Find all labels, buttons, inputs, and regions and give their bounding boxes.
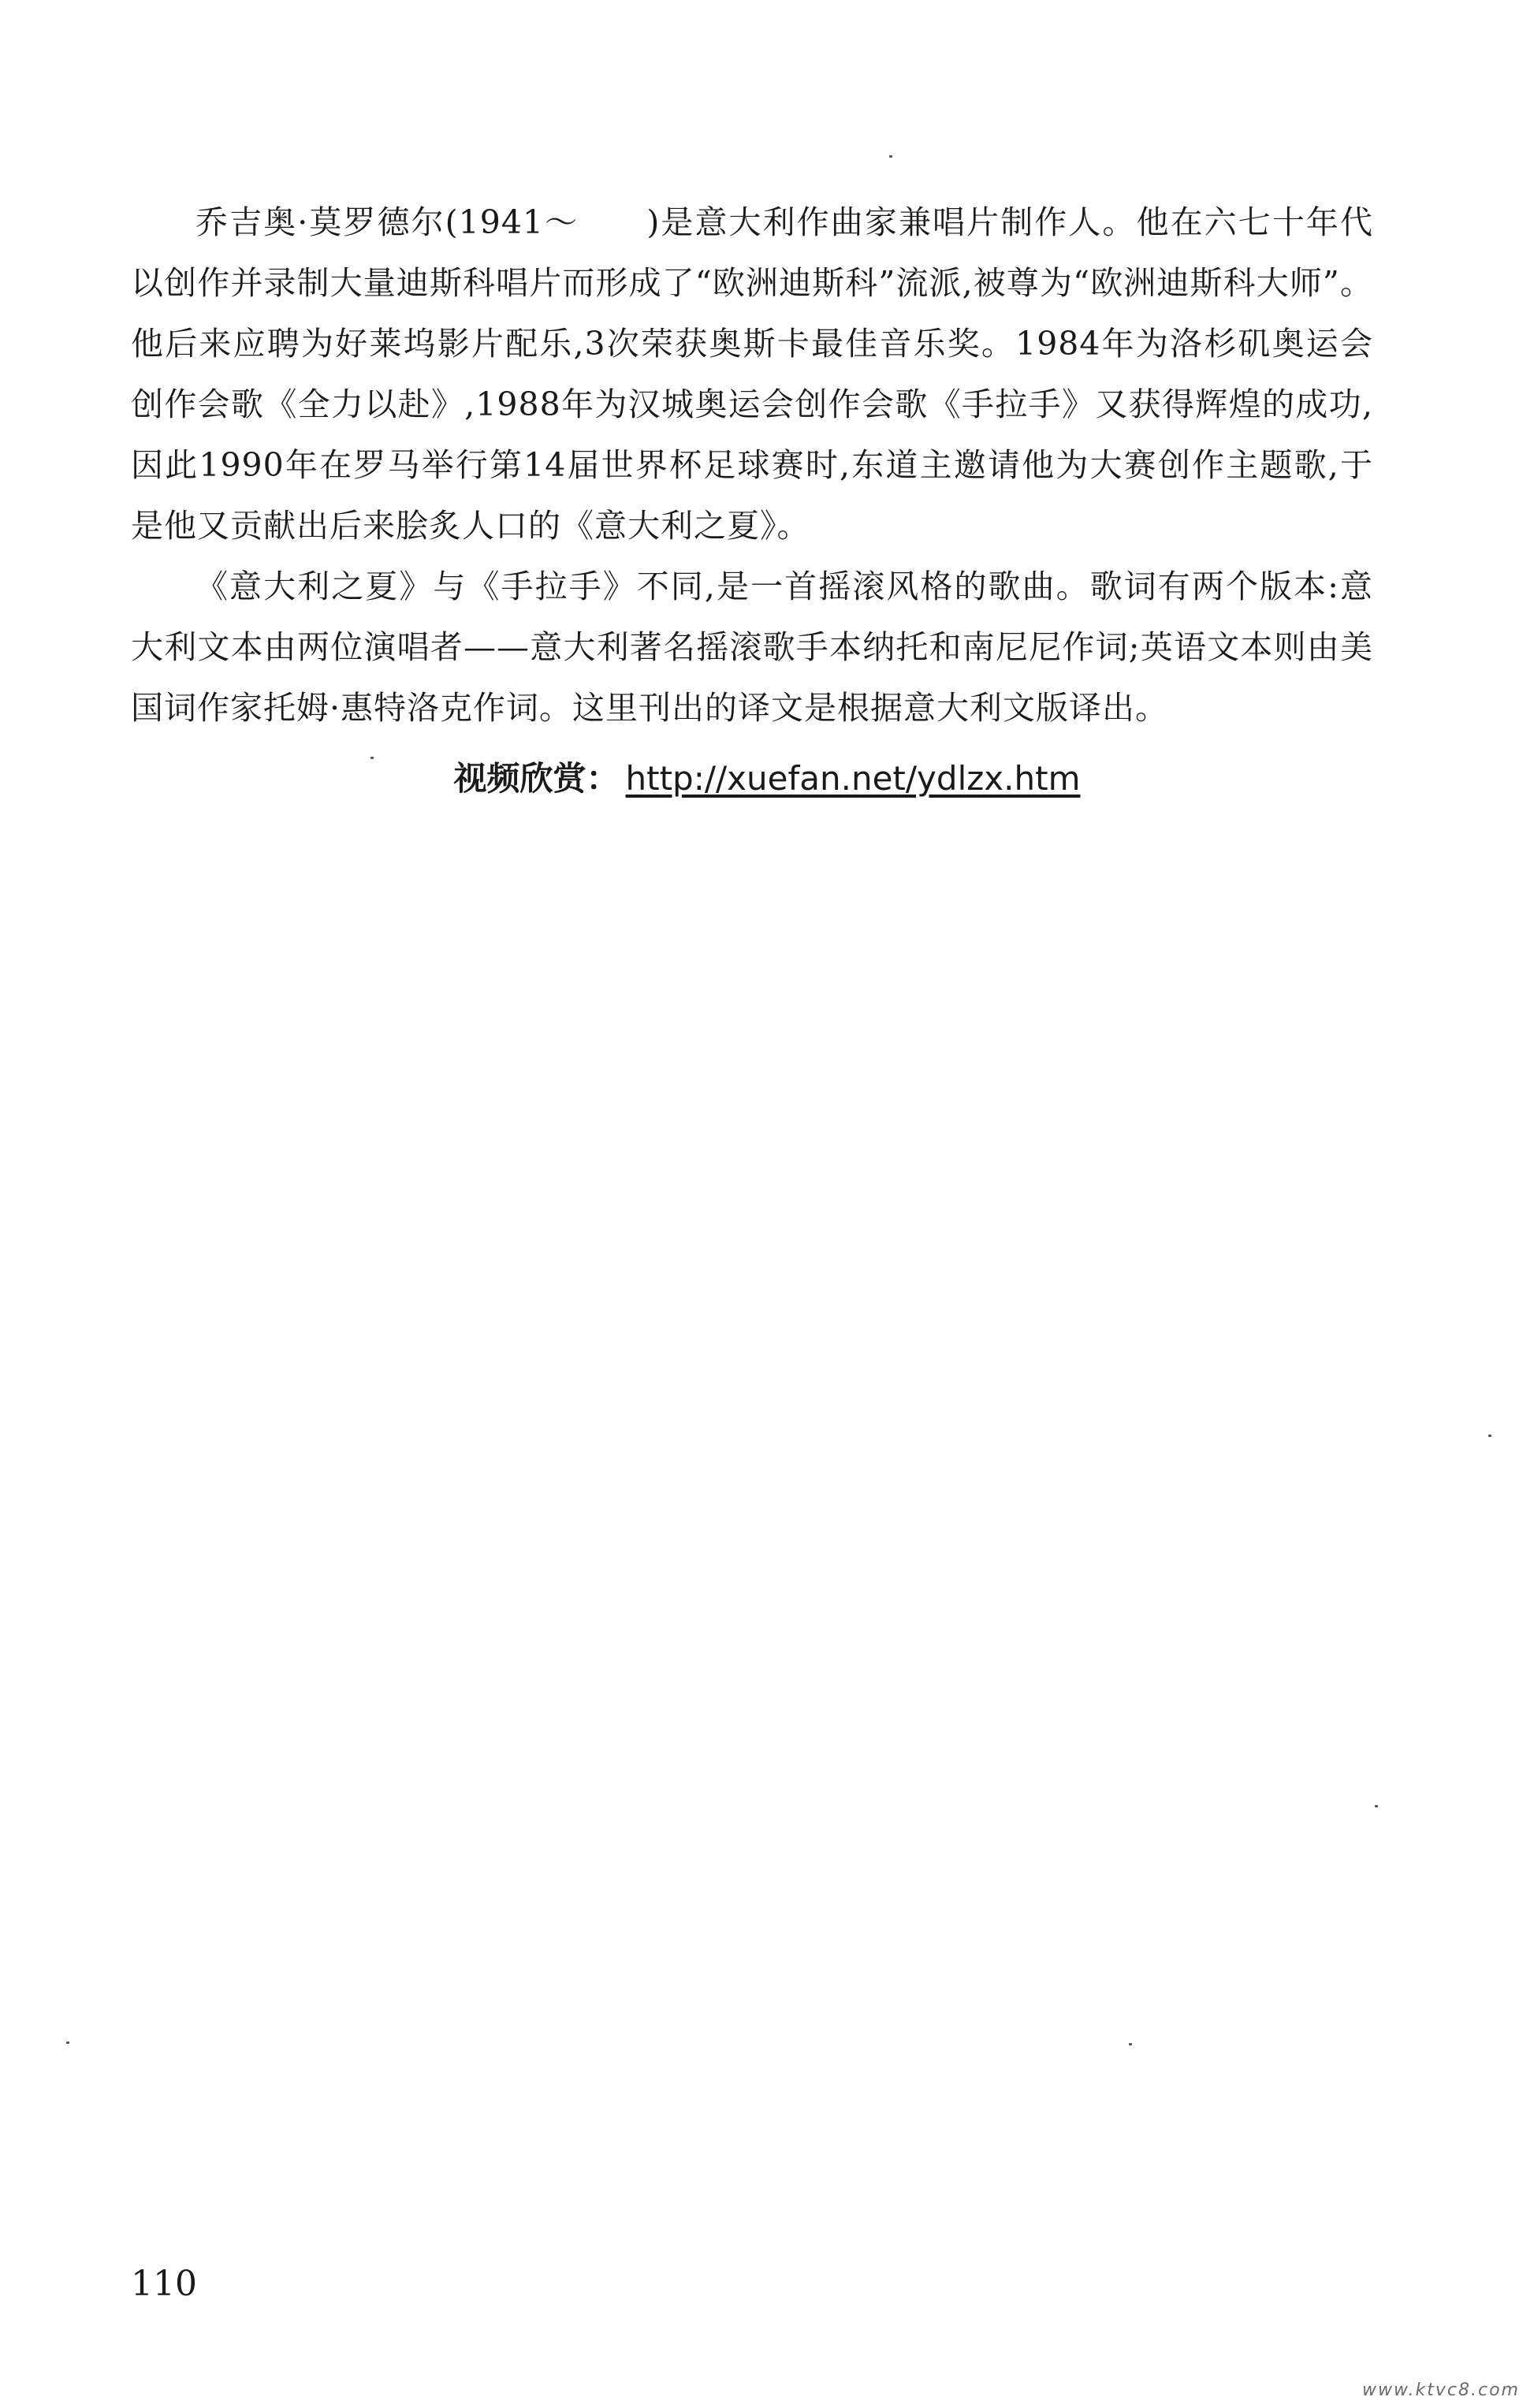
article-paragraph-1: 乔吉奥·莫罗德尔(1941～ )是意大利作曲家兼唱片制作人。他在六七十年代以创作并录制大量迪斯科唱片而形成了“欧洲迪斯科”流派,被尊为“欧洲迪斯科大师”。他后来应聘为好莱坞影片配乐,3次荣获奥斯卡最佳音乐奖。1984年为洛杉矶奥运会创作会歌《全力以赴》,1988年为汉城奥运会创作会歌《手拉手》又获得辉煌的成功,因此1990年在罗马举行第14届世界杯足球赛时,东道主邀请他为大赛创作主题歌,于是他又贡献出后来脍炙人口的《意大利之夏》。 (131, 203, 1373, 545)
video-link-line (0, 755, 1534, 802)
video-url-link[interactable]: http://xuefan.net/ydlzx.htm (625, 759, 1081, 798)
scan-speck (1488, 1435, 1491, 1437)
article-paragraph-2: 《意大利之夏》与《手拉手》不同,是一首摇滚风格的歌曲。歌词有两个版本:意大利文本由两位演唱者——意大利著名摇滚歌手本纳托和南尼尼作词;英语文本则由美国词作家托姆·惠特洛克作词。这里刊出的译文是根据意大利文版译出。 (131, 568, 1373, 727)
scan-speck (66, 2041, 69, 2044)
scan-speck (1129, 2043, 1132, 2045)
page-number: 110 (131, 2264, 197, 2304)
video-label: 视频欣赏： (453, 759, 620, 798)
site-watermark: www.ktvc8.com (1361, 2380, 1520, 2400)
scan-speck (1375, 1805, 1378, 1807)
article-body (131, 192, 1373, 739)
scan-speck (370, 757, 374, 759)
scan-speck (889, 155, 892, 158)
